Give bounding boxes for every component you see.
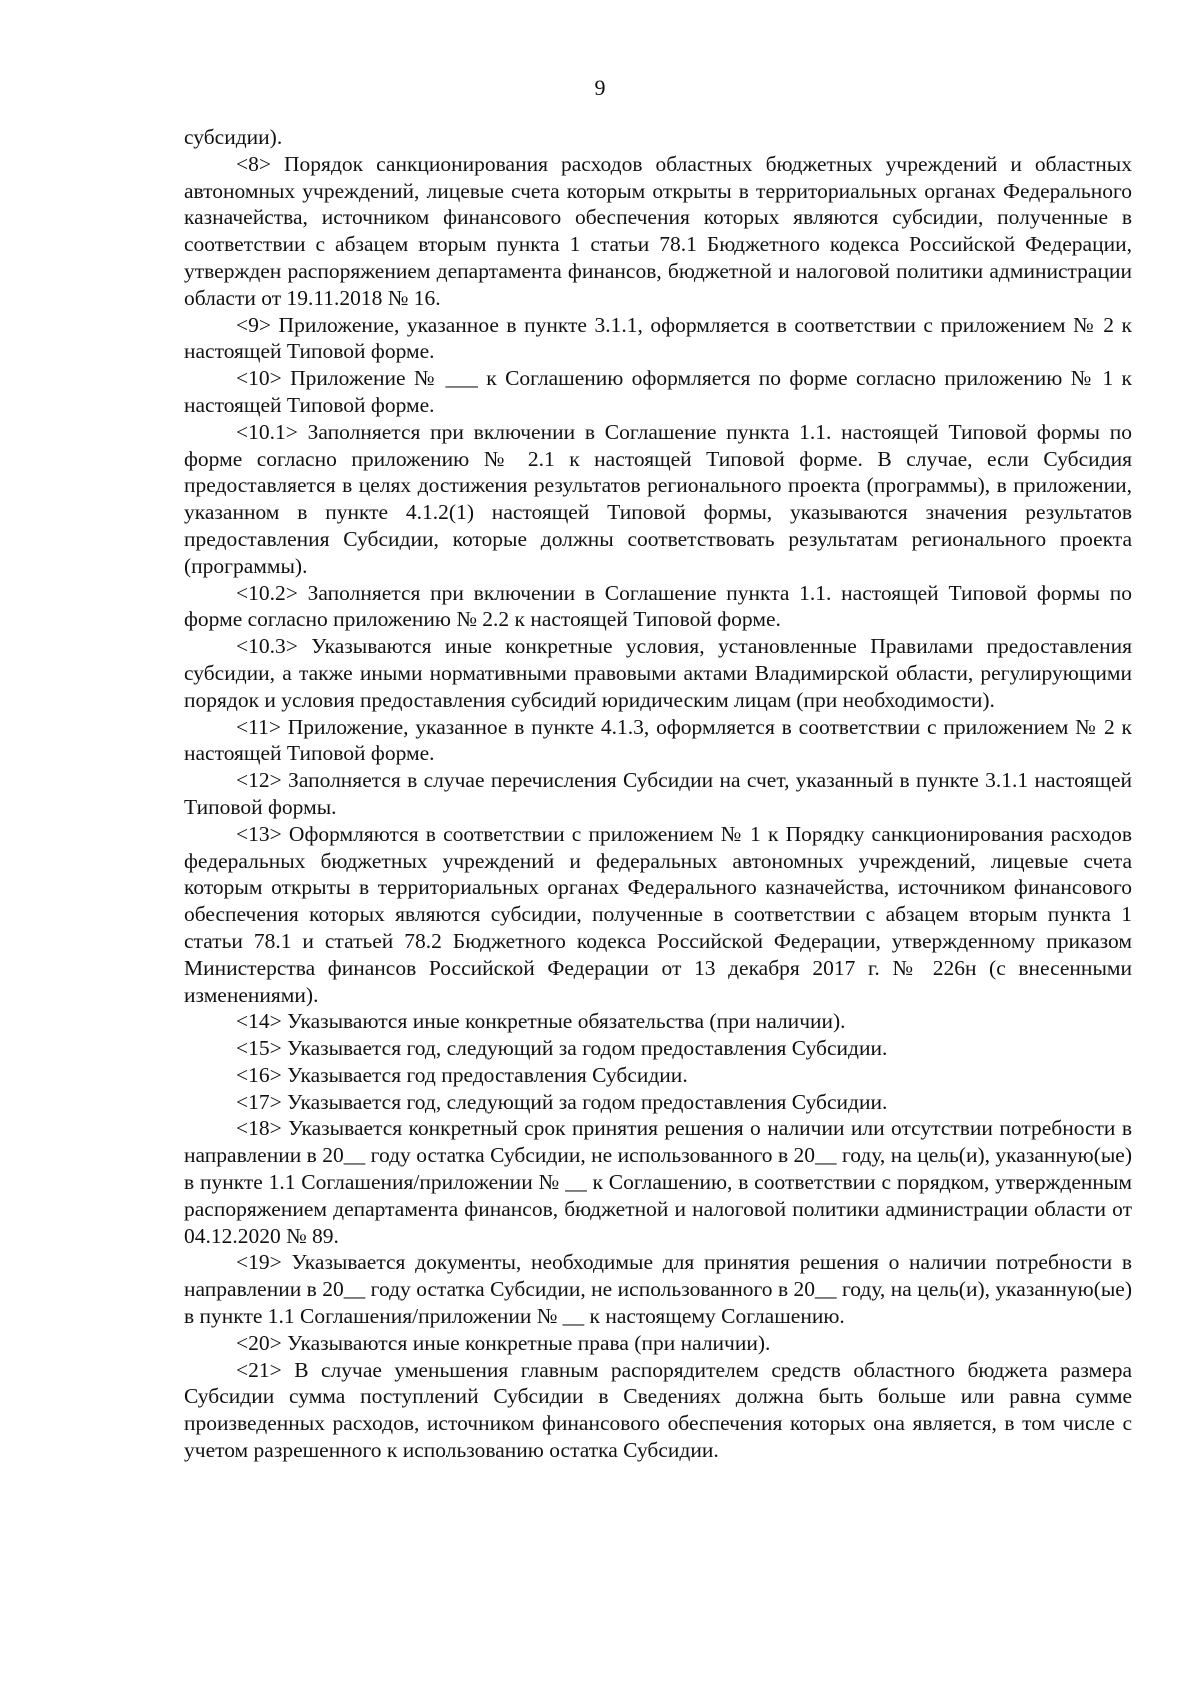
footnote-14: <14> Указываются иные конкретные обязательства (при наличии). <box>236 1009 846 1034</box>
footnote-15: <15> Указывается год, следующий за годом предоставления Субсидии. <box>236 1036 888 1061</box>
footnote-16: <16> Указывается год предоставления Субсидии. <box>236 1062 688 1087</box>
footnote-20: <20> Указываются иные конкретные права (при наличии). <box>236 1330 771 1355</box>
paragraph-continuation: субсидии). <box>184 125 283 149</box>
footnote-12: <12> Заполняется в случае перечисления Субсидии на счет, указанный в пункте 3.1.1 настоящей Типовой формы. <box>184 768 1132 819</box>
footnote-17: <17> Указывается год, следующий за годом предоставления Субсидии. <box>236 1089 888 1114</box>
footnote-13: <13> Оформляются в соответствии с приложением № 1 к Порядку санкционирования расходов федеральных бюджетных учреждений и федеральных автономных учреждений, лицевые счета которым открыты в территориальных органах Федерального казначейства, источником финансового обеспечения которых являются субсидии, полученные в соответствии с абзацем вторым пункта 1 статьи 78.1 и статьей 78.2 Бюджетного кодекса Российской Федерации, утвержденному приказом Министерства финансов Российской Федерации от 13 декабря 2017 г. № 226н (с внесенными изменениями). <box>184 821 1132 1007</box>
footnote-8: <8> Порядок санкционирования расходов областных бюджетных учреждений и областных автономных учреждений, лицевые счета которым открыты в территориальных органах Федерального казначейства, источником финансового обеспечения которых являются субсидии, полученные в соответствии с абзацем вторым пункта 1 статьи 78.1 Бюджетного кодекса Российской Федерации, утвержден распоряжением департамента финансов, бюджетной и налоговой политики администрации области от 19.11.2018 № 16. <box>184 151 1132 310</box>
footnote-18: <18> Указывается конкретный срок принятия решения о наличии или отсутствии потребности в направлении в 20__ году остатка Субсидии, не использованного в 20__ году, на цель(и), указанную(ые) в пункте 1.1 Соглашения/приложении № __ к Соглашению, в соответствии с порядком, утвержденным распоряжением департамента финансов, бюджетной и налоговой политики администрации области от 04.12.2020 № 89. <box>184 1116 1132 1248</box>
page-number: 9 <box>594 75 606 100</box>
footnote-9: <9> Приложение, указанное в пункте 3.1.1, оформляется в соответствии с приложением № 2 к настоящей Типовой форме. <box>184 312 1132 364</box>
footnote-10: <10> Приложение № ___ к Соглашению оформляется по форме согласно приложению № 1 к настоящей Типовой форме. <box>184 366 1132 417</box>
footnote-10-2: <10.2> Заполняется при включении в Соглашение пункта 1.1. настоящей Типовой формы по форме согласно приложению № 2.2 к настоящей Типовой форме. <box>184 580 1132 632</box>
footnote-10-1: <10.1> Заполняется при включении в Соглашение пункта 1.1. настоящей Типовой формы по форме согласно приложению № 2.1 к настоящей Типовой форме. В случае, если Субсидия предоставляется в целях достижения результатов регионального проекта (программы), в приложении, указанном в пункте 4.1.2(1) настоящей Типовой формы, указываются значения результатов предоставления Субсидии, которые должны соответствовать результатам регионального проекта (программы). <box>184 419 1132 578</box>
document-body <box>184 124 1132 1464</box>
footnote-11: <11> Приложение, указанное в пункте 4.1.3, оформляется в соответствии с приложением № 2 к настоящей Типовой форме. <box>184 714 1132 766</box>
footnote-10-3: <10.3> Указываются иные конкретные условия, установленные Правилами предоставления субсидии, а также иными нормативными правовыми актами Владимирской области, регулирующими порядок и условия предоставления субсидий юридическим лицам (при необходимости). <box>184 634 1132 712</box>
footnote-21: <21> В случае уменьшения главным распорядителем средств областного бюджета размера Субсидии сумма поступлений Субсидии в Сведениях должна быть больше или равна сумме произведенных расходов, источником финансового обеспечения которых она является, в том числе с учетом разрешенного к использованию остатка Субсидии. <box>184 1357 1132 1463</box>
footnote-19: <19> Указывается документы, необходимые для принятия решения о наличии потребности в направлении в 20__ году остатка Субсидии, не использованного в 20__ году, на цель(и), указанную(ые) в пункте 1.1 Соглашения/приложении № __ к настоящему Соглашению. <box>184 1250 1132 1329</box>
